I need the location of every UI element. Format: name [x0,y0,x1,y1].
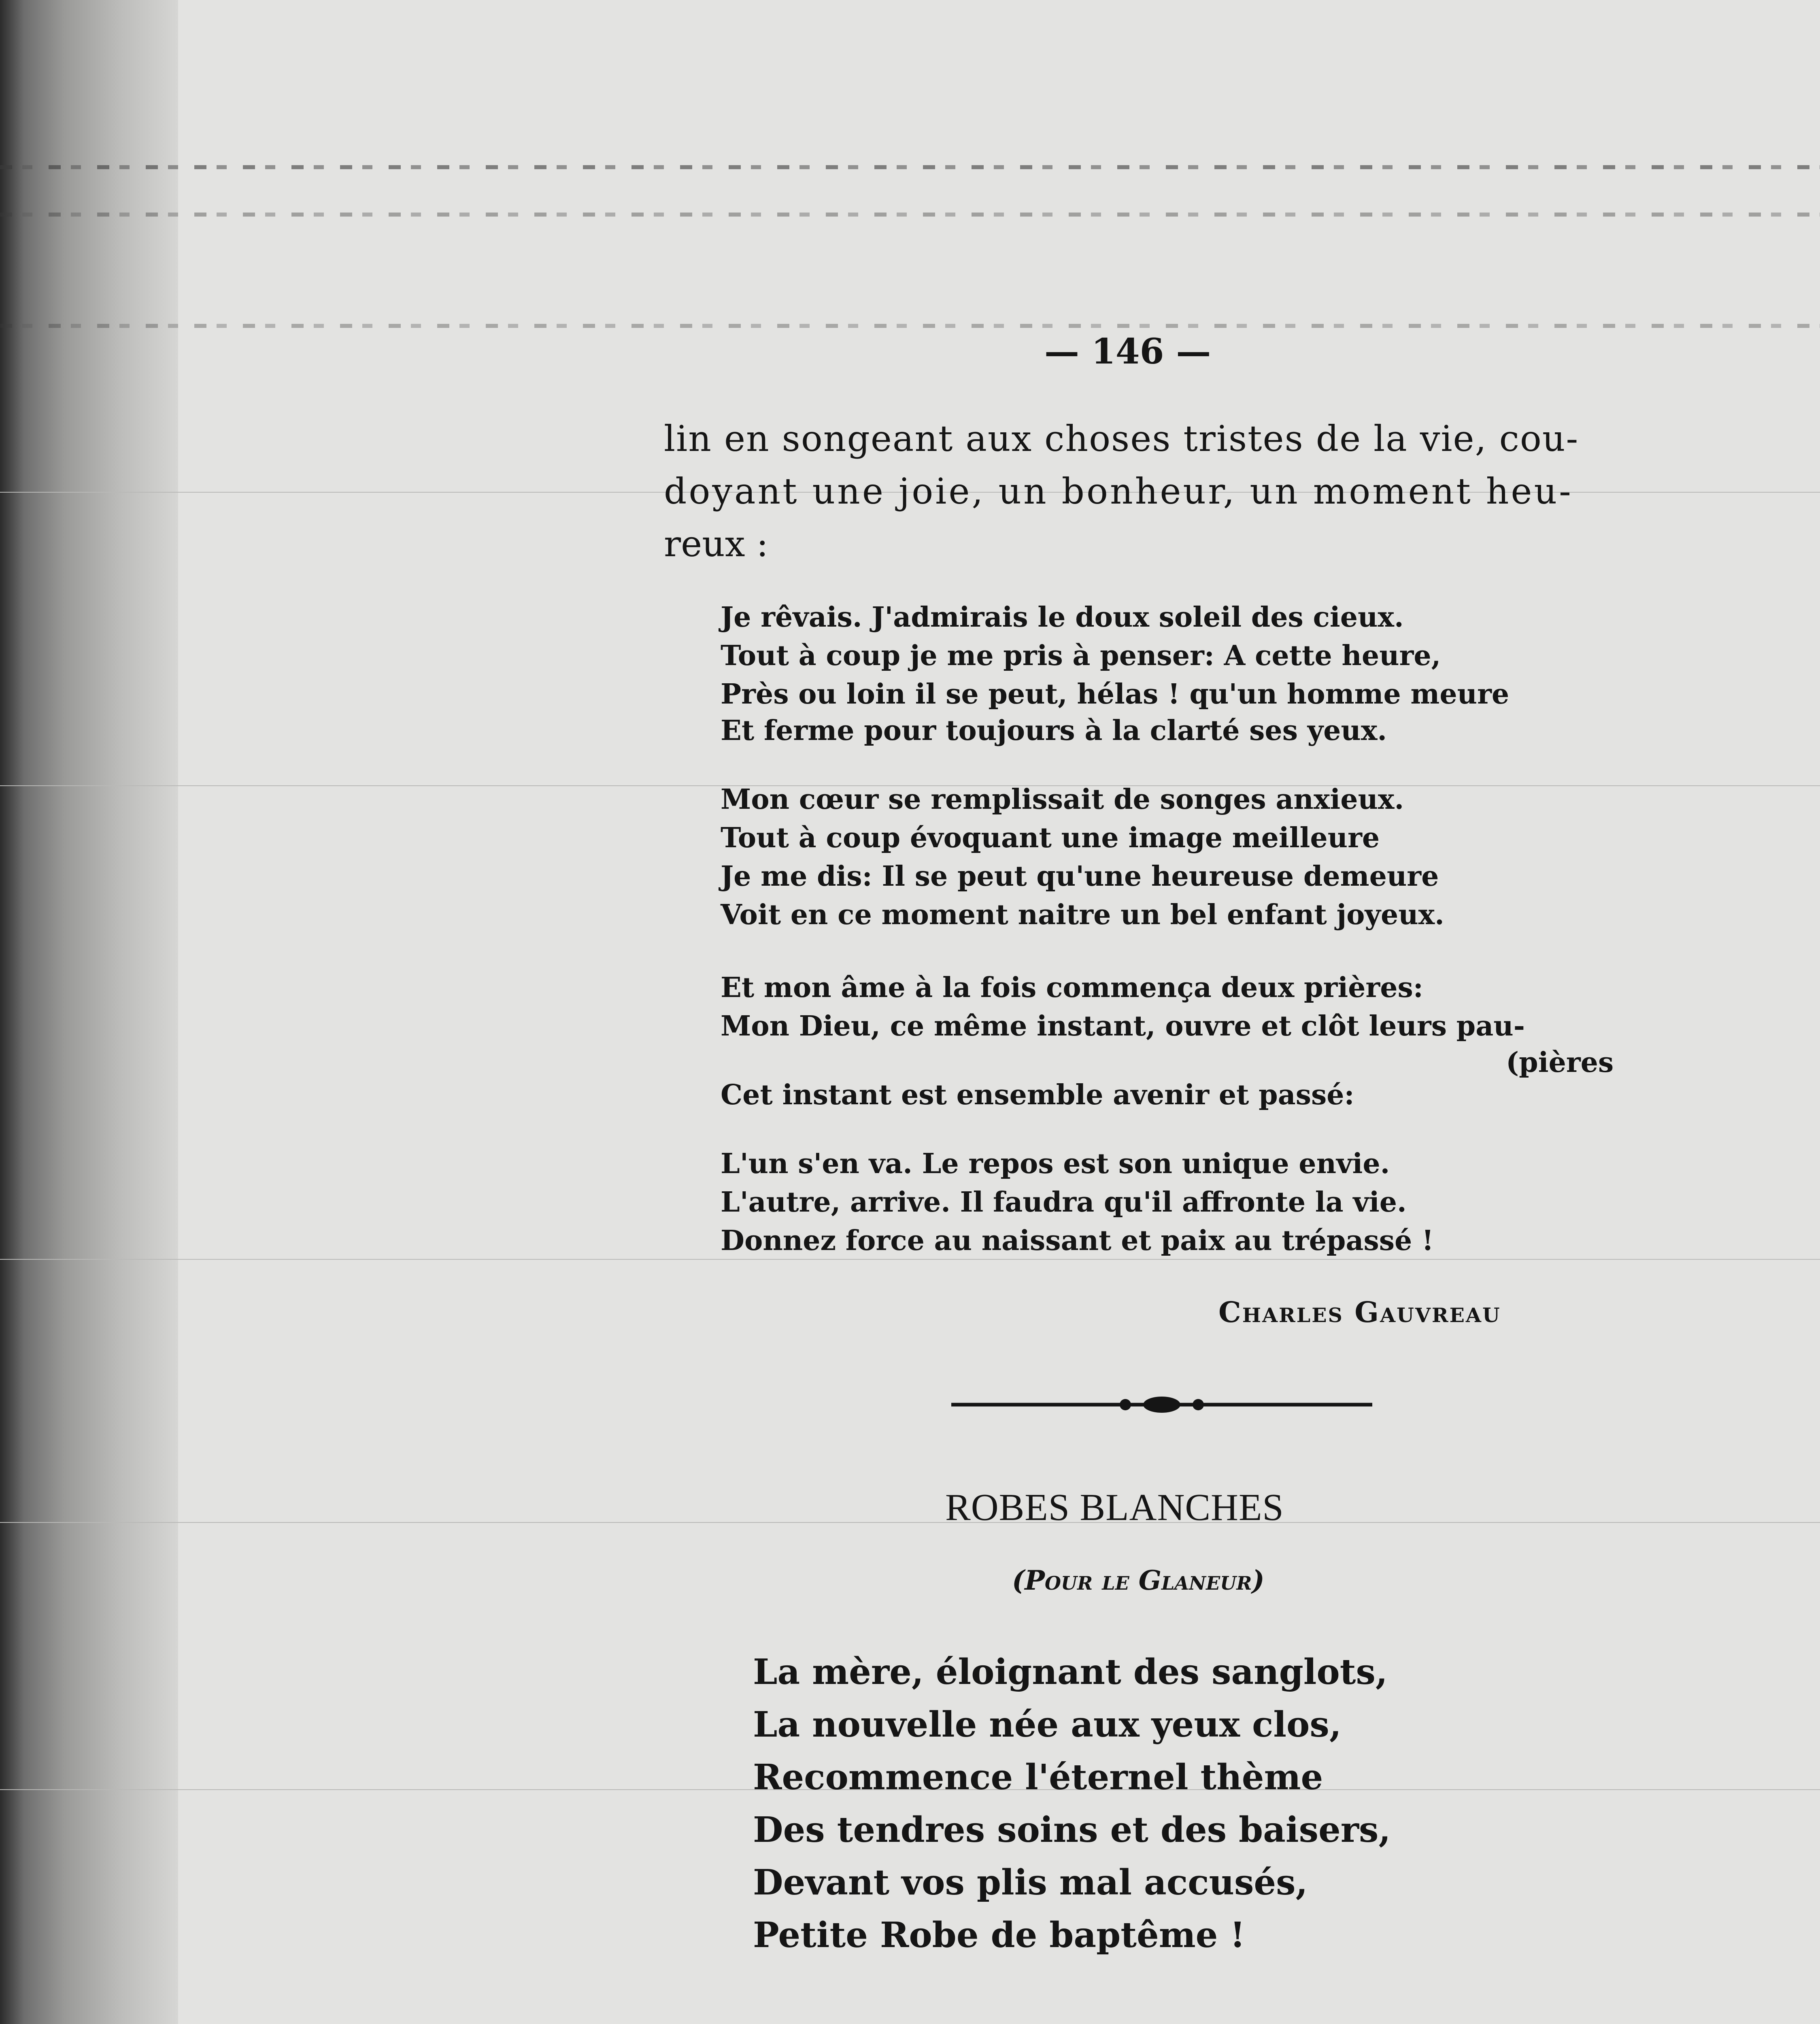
verse-line: Je rêvais. J'admirais le doux soleil des cieux. [721,601,1404,634]
verse-line: Cet instant est ensemble avenir et passé: [721,1079,1354,1111]
verse-line: Tout à coup évoquant une image meilleure [721,822,1380,854]
verse-line: Petite Robe de baptême ! [753,1915,1246,1956]
verse-line: L'autre, arrive. Il faudra qu'il affronte la vie. [721,1186,1407,1218]
poem-title: ROBES BLANCHES [945,1486,1284,1529]
scan-artifact [0,165,1820,169]
verse-line: Devant vos plis mal accusés, [753,1862,1308,1903]
verse-line: Mon Dieu, ce même instant, ouvre et clôt leurs pau- [721,1010,1525,1042]
prose-line: reux : [664,523,769,565]
verse-line: Je me dis: Il se peut qu'une heureuse demeure [721,860,1439,893]
verse-line: Et mon âme à la fois commença deux prières: [721,972,1423,1004]
verse-line: L'un s'en va. Le repos est son unique envie. [721,1148,1390,1180]
verse-line: Des tendres soins et des baisers, [753,1809,1391,1850]
verse-line: Près ou loin il se peut, hélas ! qu'un homme meure [721,678,1510,710]
ornamental-divider [951,1388,1372,1421]
scan-artifact [0,324,1820,328]
verse-line: Recommence l'éternel thème [753,1757,1323,1798]
verse-line: Mon cœur se remplissait de songes anxieux. [721,783,1404,816]
verse-line: (pières [1506,1046,1614,1079]
verse-line: Donnez force au naissant et paix au trépassé ! [721,1225,1434,1257]
verse-line: Voit en ce moment naitre un bel enfant joyeux. [721,899,1444,931]
poem-subtitle: (Pour le Glaneur) [1012,1565,1265,1596]
book-gutter [0,0,178,2024]
author-signature: Charles Gauvreau [1218,1295,1501,1329]
verse-line: Et ferme pour toujours à la clarté ses yeux. [721,714,1387,747]
verse-line: Tout à coup je me pris à penser: A cette heure, [721,640,1441,672]
page-rule [0,1259,1820,1260]
prose-line: lin en songeant aux choses tristes de la vie, cou- [664,418,1579,459]
verse-line: La nouvelle née aux yeux clos, [753,1704,1342,1745]
verse-line: La mère, éloignant des sanglots, [753,1652,1388,1692]
prose-line: doyant une joie, un bonheur, un moment heu- [664,470,1573,512]
scan-artifact [0,213,1820,217]
page-number: — 146 — [1044,331,1211,372]
page-rule [0,1522,1820,1523]
